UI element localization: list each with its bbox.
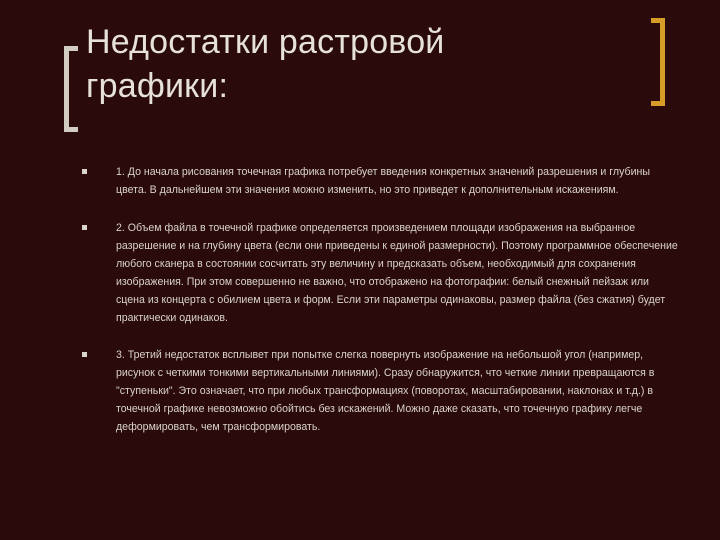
bullet-item-3	[82, 346, 680, 436]
bullet-list	[82, 163, 680, 456]
left-bracket-decoration	[64, 46, 78, 132]
title-line-1: Недостатки растровой	[86, 23, 445, 61]
bullet-text-1: 1. До начала рисования точечная графика потребует введения конкретных значений разрешения и глубины цвета. В дальнейшем эти значения можно изменить, но это приведет к дополнительным искажениям.	[116, 166, 650, 196]
square-bullet-icon	[82, 352, 87, 357]
square-bullet-icon	[82, 169, 87, 174]
bullet-item-1	[82, 163, 680, 199]
square-bullet-icon	[82, 225, 87, 230]
title-line-2: графики:	[86, 67, 229, 105]
bullet-text-3: 3. Третий недостаток всплывет при попытке слегка повернуть изображение на небольшой угол (например, рисунок с четкими тонкими вертикальными линиями). Сразу обнаружится, что четкие линии превращаются в "ступеньки". Это означает, что при любых трансформациях (поворотах, масштабировании, наклонах и т.д.) в точечной графике невозможно обойтись без искажений. Можно даже сказать, что точечную графику легче деформировать, чем трансформировать.	[116, 349, 655, 433]
right-bracket-decoration	[651, 18, 665, 106]
slide-title	[86, 20, 626, 108]
bullet-text-2: 2. Объем файла в точечной графике определяется произведением площади изображения на выбранное разрешение и на глубину цвета (если они приведены к единой размерности). Поэтому программное обеспечение любого сканера в состоянии сосчитать эту величину и предсказать объем, необходимый для сохранения изображения. При этом совершенно не важно, что отображено на фотографии: белый снежный пейзаж или сцена из концерта с обилием цвета и форм. Если эти параметры одинаковы, размер файла (без сжатия) будет практически одинаков.	[116, 222, 678, 324]
bullet-item-2	[82, 219, 680, 327]
